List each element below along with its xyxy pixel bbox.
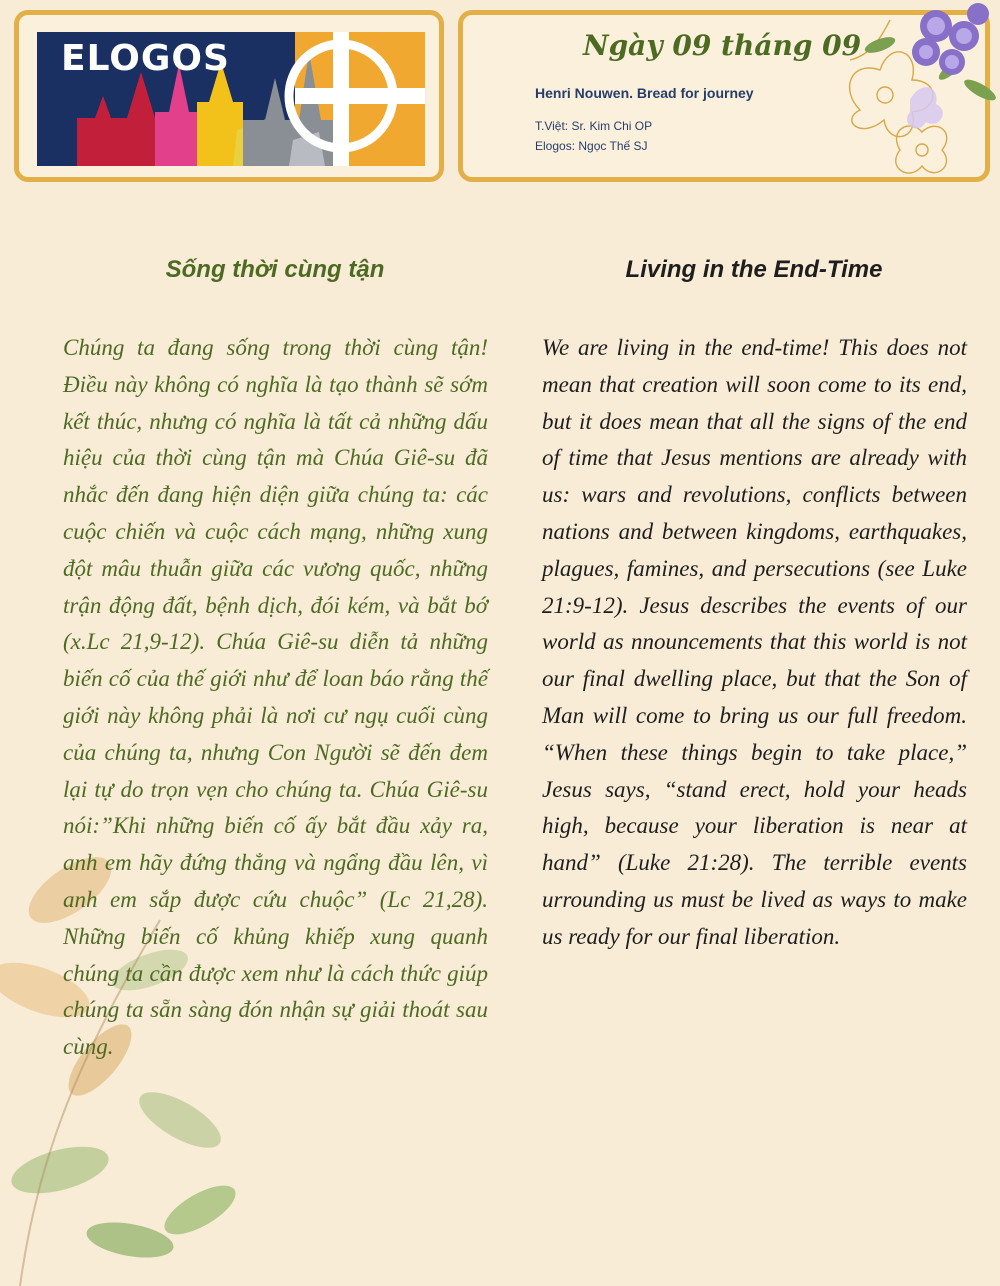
editor-credit: Elogos: Ngọc Thế SJ: [535, 139, 648, 153]
flower-bouquet-icon: [840, 0, 1000, 200]
source-title: Henri Nouwen. Bread for journey: [535, 85, 754, 101]
date-title: Ngày 09 tháng 09: [583, 29, 862, 62]
vietnamese-title: Sống thời cùng tận: [165, 256, 385, 283]
english-body-text: We are living in the end-time! This does not mean that creation will soon come to its end, but it does mean that all the signs of the end of time that Jesus mentions are already with us: wars and revolutions, conflicts between nations and between kingdoms, earthquakes, plagues, famines, and persecutions (see Luke 21:9-12). Jesus describes the events of our world as nnouncements that this world is not our final dwelling place, but that the Son of Man will come to bring us our full freedom. “When these things begin to take place,” Jesus says, “stand erect, hold your heads high, because your liberation is near at hand” (Luke 21:28). The terrible events urrounding us must be lived as ways to make us ready for our final liberation.: [542, 335, 967, 949]
english-title: Living in the End-Time: [625, 256, 883, 283]
translator-credit: T.Việt: Sr. Kim Chi OP: [535, 119, 653, 133]
logo-text: ELOGOS: [61, 38, 230, 79]
vietnamese-body-text: Chúng ta đang sống trong thời cùng tận! Điều này không có nghĩa là tạo thành sẽ sớm kết thúc, nhưng có nghĩa là tất cả những dấu hiệu của thời cùng tận mà Chúa Giê-su đã nhắc đến đang hiện diện giữa chúng ta: các cuộc chiến và cuộc cách mạng, những xung đột mâu thuẫn giữa các vương quốc, những trận động đất, bệnh dịch, đói kém, và bắt bớ (x.Lc 21,9-12). Chúa Giê-su diễn tả những biến cố của thế giới như để loan báo rằng thế giới này không phải là nơi cư ngụ cuối cùng của chúng ta, nhưng Con Người sẽ đến đem lại tự do trọn vẹn cho chúng ta. Chúa Giê-su nói:”Khi những biến cố ấy bắt đầu xảy ra, anh em hãy đứng thẳng và ngẩng đầu lên, vì anh em sắp được cứu chuộc” (Lc 21,28). Những biến cố khủng khiếp xung quanh chúng ta cần được xem như là cách thức giúp chúng ta sẵn sàng đón nhận sự giải thoát sau cùng.: [63, 335, 488, 1060]
elogos-logo: [37, 32, 425, 166]
logo-frame: [14, 10, 444, 182]
